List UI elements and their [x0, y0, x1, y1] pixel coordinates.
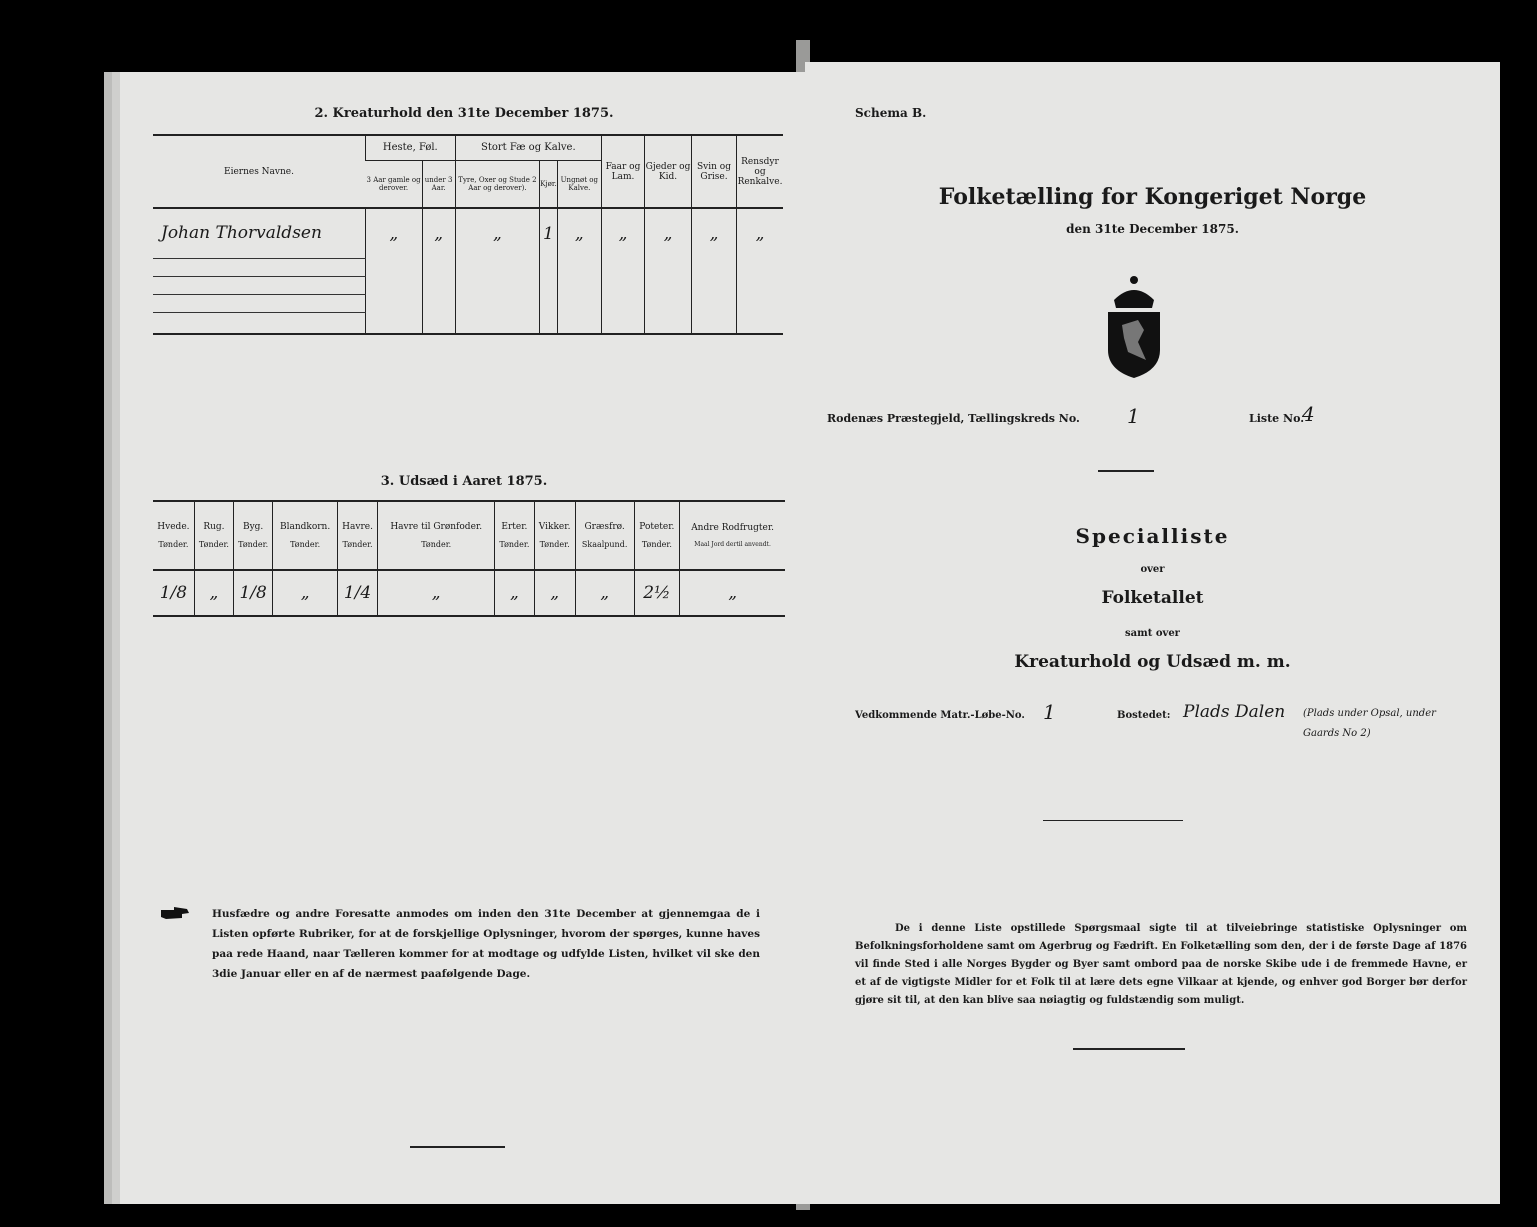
seed-header-name: Erter.	[501, 522, 528, 532]
seed-header-name: Havre til Grønfoder.	[390, 522, 483, 532]
livestock-cell: „	[366, 208, 423, 258]
livestock-cell: „	[455, 208, 540, 258]
seed-value-cell: 1/8	[159, 583, 188, 603]
seed-header-cell	[378, 502, 495, 570]
main-title: Folketælling for Kongeriget Norge	[938, 184, 1367, 210]
livestock-cell: „	[692, 208, 737, 258]
bosted-label: Bostedet:	[1117, 710, 1171, 721]
seed-header-unit: Tønder.	[539, 540, 570, 549]
liste-no: 4	[1302, 402, 1315, 426]
owner-name: Johan Thorvaldsen	[153, 208, 366, 258]
seed-header-unit: Maal Jord dertil anvendt.	[694, 541, 771, 548]
over-label: over	[1140, 564, 1165, 575]
seed-header-unit: Tønder.	[158, 540, 189, 549]
seed-header-cell	[575, 502, 634, 570]
kreaturhold-title: Kreaturhold og Udsæd m. m.	[1014, 652, 1291, 672]
left-page	[120, 72, 808, 1204]
rensdyr-header: Rensdyr og Renkalve.	[737, 136, 784, 208]
seed-header-name: Byg.	[242, 522, 264, 532]
seed-header-name: Hvede.	[157, 522, 190, 532]
stort-c-header: Ungnøt og Kalve.	[557, 160, 601, 208]
section3-title: 3. Udsæd i Aaret 1875.	[380, 474, 548, 489]
seed-header-unit: Skaalpund.	[581, 540, 628, 549]
matr-no: 1	[1043, 700, 1056, 724]
owner-header: Eiernes Navne.	[224, 166, 294, 177]
seed-value-cell: „	[575, 570, 634, 616]
liste-label: Liste No.	[1249, 412, 1305, 425]
livestock-cell: „	[645, 208, 692, 258]
pointing-hand-icon	[160, 904, 190, 922]
seed-value-cell: „	[378, 570, 495, 616]
divider-rule	[1098, 470, 1154, 472]
seed-value-cell: „	[534, 570, 575, 616]
livestock-table	[153, 136, 783, 335]
livestock-cell: 1	[540, 208, 557, 258]
livestock-cell: „	[422, 208, 455, 258]
notice-text: Husfædre og andre Foresatte anmodes om inden den 31te December at gjennemgaa de i Listen opførte Rubriker, for at de forskjellige Oplysninger, hvorom der spørges, kunne haves paa rede Haand, naar Tælleren kommer for at modtage og udfylde Listen, hvilket vil ske den 3die Januar eller en af de nærmest paafølgende Dage.	[212, 908, 760, 980]
seed-header-unit: Tønder.	[641, 540, 672, 549]
faar-header: Faar og Lam.	[602, 136, 645, 208]
livestock-cell: „	[557, 208, 601, 258]
mid-rule	[1043, 820, 1183, 821]
matr-label: Vedkommende Matr.-Løbe-No.	[855, 710, 1025, 721]
seed-header-name: Havre.	[342, 522, 373, 532]
seed-header-unit: Tønder.	[421, 540, 452, 549]
section2-title: 2. Kreaturhold den 31te December 1875.	[314, 106, 614, 121]
seed-value-cell: „	[680, 570, 785, 616]
schema-label: Schema B.	[855, 106, 927, 120]
seed-header-cell	[337, 502, 377, 570]
seed-header-cell	[234, 502, 273, 570]
prestegjeld-label: Rodenæs Præstegjeld, Tællingskreds No.	[827, 412, 1080, 425]
footer-text: De i denne Liste opstillede Spørgsmaal sigte til at tilveiebringe statistiske Oplysninger om Befolkningsforholdene samt om Agerbrug og Fædrift. En Folketælling som den, der i de første Dage af 1876 vil finde Sted i alle Norges Bygder og Byer samt ombord paa de norske Skibe ude i de fremmede Havne, er et af de vigtigste Midler for et Folk til at lære dets egne Vilkaar at kjende, og enhver god Borger bør derfor gjøre sit til, at den kan blive saa nøiagtig og fuldstændig som muligt.	[855, 923, 1467, 1006]
seed-value-cell: 1/8	[234, 570, 273, 616]
coat-of-arms-icon	[1094, 270, 1174, 380]
stort-b-header: Kjør.	[540, 160, 557, 208]
seed-header-cell	[153, 502, 194, 570]
seed-header-name: Andre Rodfrugter.	[691, 523, 774, 533]
seed-header-unit: Tønder.	[499, 540, 530, 549]
seed-header-name: Vikker.	[538, 522, 571, 532]
seed-header-cell	[680, 502, 785, 570]
livestock-cell: „	[602, 208, 645, 258]
footer-rule	[1073, 1048, 1185, 1050]
kreds-no: 1	[1127, 404, 1140, 428]
svin-header: Svin og Grise.	[692, 136, 737, 208]
stort-header: Stort Fæ og Kalve.	[455, 136, 601, 160]
livestock-cell: „	[737, 208, 784, 258]
samt-over-label: samt over	[1125, 628, 1180, 639]
stort-a-header: Tyre, Oxer og Stude 2 Aar og derover).	[455, 160, 540, 208]
seed-header-cell	[534, 502, 575, 570]
heste-b-header: under 3 Aar.	[422, 160, 455, 208]
seed-value-cell: 1/4	[337, 570, 377, 616]
seed-header-unit: Tønder.	[342, 540, 373, 549]
seed-header-name: Græsfrø.	[584, 522, 625, 532]
seed-value-cell: „	[194, 570, 233, 616]
bottom-rule	[410, 1146, 505, 1148]
seed-header-name: Blandkorn.	[279, 522, 331, 532]
seed-value-cell: „	[273, 570, 338, 616]
right-page	[805, 62, 1500, 1204]
seed-header-cell	[634, 502, 680, 570]
seed-header-cell	[273, 502, 338, 570]
heste-a-header: 3 Aar gamle og derover.	[366, 160, 423, 208]
seed-header-unit: Tønder.	[238, 540, 269, 549]
specialliste-title: Specialliste	[1075, 524, 1230, 548]
seed-header-unit: Tønder.	[198, 540, 229, 549]
seed-value-cell: „	[495, 570, 534, 616]
heste-header: Heste, Føl.	[366, 136, 456, 160]
seed-table	[153, 502, 785, 617]
bosted-value: Plads Dalen	[1183, 702, 1286, 722]
gjeder-header: Gjeder og Kid.	[645, 136, 692, 208]
seed-value-cell: 2½	[634, 570, 680, 616]
seed-header-unit: Tønder.	[290, 540, 321, 549]
seed-header-name: Poteter.	[639, 522, 675, 532]
seed-header-cell	[495, 502, 534, 570]
bosted-note: (Plads under Opsal, under Gaards No 2)	[1303, 708, 1436, 739]
folketallet-title: Folketallet	[1101, 588, 1204, 608]
livestock-row	[153, 208, 783, 258]
main-date: den 31te December 1875.	[1066, 222, 1239, 236]
seed-header-name: Rug.	[203, 522, 225, 532]
seed-header-cell	[194, 502, 233, 570]
